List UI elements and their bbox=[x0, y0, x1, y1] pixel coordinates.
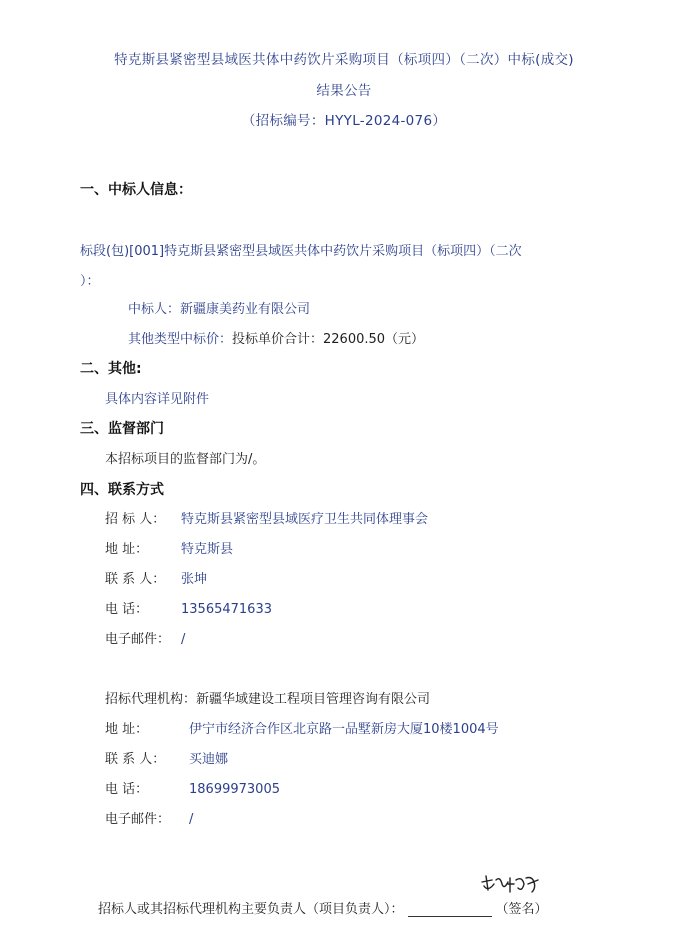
tenderer-name-value: 特克斯县紧密型县域医疗卫生共同体理事会 bbox=[181, 512, 429, 527]
agency-contact-label: 联 系 人： bbox=[105, 752, 166, 767]
handwritten-signature bbox=[478, 870, 542, 898]
tenderer-email-value: / bbox=[181, 632, 186, 647]
agency-name-label: 招标代理机构： bbox=[105, 692, 197, 707]
document-title-line1: 特克斯县紧密型县域医共体中药饮片采购项目（标项四）（二次）中标(成交) bbox=[114, 52, 574, 68]
tenderer-contact-label: 联 系 人： bbox=[105, 572, 166, 587]
document-title-line2: 结果公告 bbox=[316, 83, 372, 99]
agency-address-row bbox=[105, 718, 499, 737]
tenderer-phone-row bbox=[105, 598, 272, 617]
section-winner-heading: 一、中标人信息： bbox=[80, 182, 192, 198]
price-row bbox=[128, 328, 424, 347]
signature-suffix: （签名） bbox=[495, 902, 548, 917]
agency-phone-value: 18699973005 bbox=[189, 782, 280, 797]
tenderer-address-label: 地 址： bbox=[105, 542, 149, 557]
tenderer-phone-label: 电 话： bbox=[105, 602, 149, 617]
agency-contact-value: 买迪娜 bbox=[189, 752, 229, 767]
signature-prefix: 招标人或其招标代理机构主要负责人（项目负责人）： bbox=[98, 902, 404, 917]
tenderer-email-row bbox=[105, 628, 185, 647]
agency-email-value: / bbox=[189, 812, 194, 827]
tenderer-name-row bbox=[105, 508, 428, 527]
agency-contact-row bbox=[105, 748, 228, 767]
lot-description: 标段(包)[001]特克斯县紧密型县域医共体中药饮片采购项目（标项四）（二次 bbox=[80, 244, 522, 259]
lot-description-cont: ）： bbox=[80, 274, 100, 289]
agency-address-value: 伊宁市经济合作区北京路一品墅新房大厦10楼1004号 bbox=[189, 722, 499, 737]
agency-email-label: 电子邮件： bbox=[105, 812, 171, 827]
signature-line bbox=[408, 902, 492, 917]
agency-address-label: 地 址： bbox=[105, 722, 149, 737]
section-contact-heading: 四、联系方式 bbox=[80, 482, 164, 498]
winner-label: 中标人： bbox=[128, 302, 181, 317]
agency-phone-label: 电 话： bbox=[105, 782, 149, 797]
price-value: 投标单价合计：22600.50（元） bbox=[232, 332, 425, 347]
section-other-heading: 二、其他: bbox=[80, 361, 142, 377]
tenderer-address-value: 特克斯县 bbox=[181, 542, 234, 557]
winner-row bbox=[128, 298, 310, 317]
tenderer-email-label: 电子邮件： bbox=[105, 632, 171, 647]
price-label: 其他类型中标价： bbox=[128, 332, 233, 347]
agency-email-row bbox=[105, 808, 193, 827]
agency-name-row bbox=[105, 688, 430, 707]
agency-name-value: 新疆华域建设工程项目管理咨询有限公司 bbox=[196, 692, 431, 707]
section-supervision-heading: 三、监督部门 bbox=[80, 421, 164, 437]
other-text: 具体内容详见附件 bbox=[105, 392, 210, 407]
bid-number: （招标编号：HYYL-2024-076） bbox=[241, 113, 447, 129]
tenderer-contact-value: 张坤 bbox=[181, 572, 208, 587]
winner-value: 新疆康美药业有限公司 bbox=[180, 302, 311, 317]
tenderer-name-label: 招 标 人： bbox=[105, 512, 166, 527]
tenderer-contact-row bbox=[105, 568, 207, 587]
agency-phone-row bbox=[105, 778, 280, 797]
tenderer-phone-value: 13565471633 bbox=[181, 602, 272, 617]
signature-row bbox=[98, 898, 548, 917]
supervision-text: 本招标项目的监督部门为/。 bbox=[105, 452, 266, 467]
tenderer-address-row bbox=[105, 538, 233, 557]
